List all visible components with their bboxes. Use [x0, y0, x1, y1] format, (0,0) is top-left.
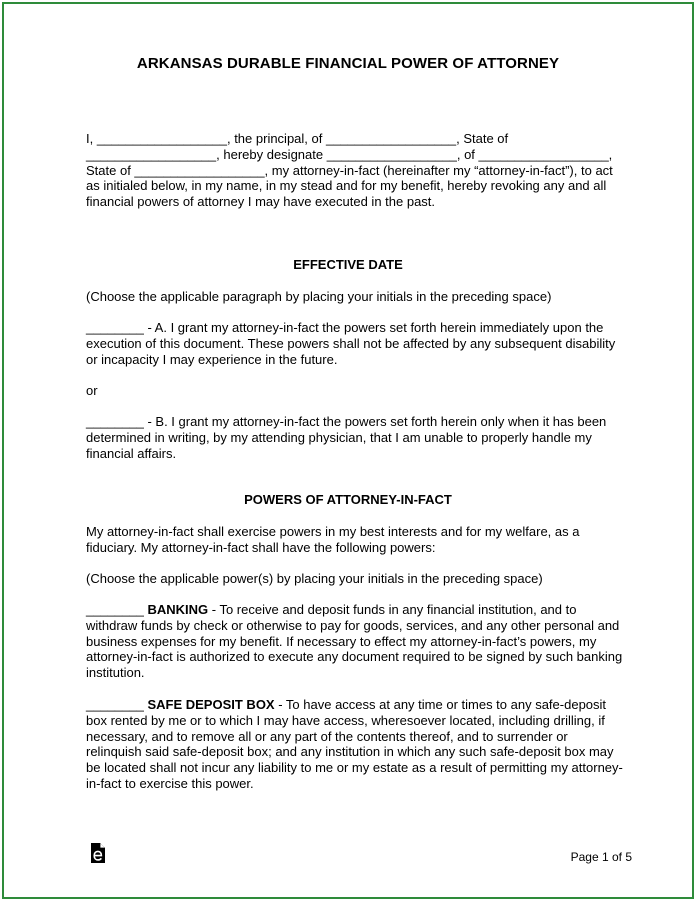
effective-date-heading: EFFECTIVE DATE — [293, 257, 403, 272]
banking-initials-blank: ________ — [86, 602, 144, 617]
document-page — [2, 2, 694, 899]
banking-text: - To receive and deposit funds in any financial institution, and to withdraw funds by check or otherwise to pay for goods, services, and any other personal and business expenses for my benefit. If necessary to effect my attorney-in-fact’s powers, my attorney-in-fact is authorized to execute any document required to be signed by such banking institution. — [86, 602, 623, 681]
eforms-logo-icon — [90, 842, 106, 864]
banking-power — [86, 602, 626, 681]
intro-paragraph: I, __________________, the principal, of __________________, State of __________________, hereby designate __________________, of __________________, State of __________________, my attorney-in-fact (hereinafter my “attorney-in-fact”), to act as initialed below, in my name, in my stead and for my benefit, hereby revoking any and all financial powers of attorney I may have executed in the past. — [86, 131, 613, 210]
powers-heading: POWERS OF ATTORNEY-IN-FACT — [244, 492, 452, 507]
effective-date-option-b: ________ - B. I grant my attorney-in-fact the powers set forth herein only when it has been determined in writing, by my attending physician, that I am unable to properly handle my financial affairs. — [86, 414, 607, 461]
effective-date-option-a: ________ - A. I grant my attorney-in-fact the powers set forth herein immediately upon the execution of this document. These powers shall not be affected by any subsequent disability or incapacity I may experience in the future. — [86, 320, 616, 367]
effective-date-instruction: (Choose the applicable paragraph by placing your initials in the preceding space) — [86, 289, 552, 304]
effective-date-or: or — [86, 383, 98, 398]
powers-intro: My attorney-in-fact shall exercise powers in my best interests and for my welfare, as a fiduciary. My attorney-in-fact shall have the following powers: — [86, 524, 580, 555]
safe-deposit-initials-blank: ________ — [86, 697, 144, 712]
document-title: ARKANSAS DURABLE FINANCIAL POWER OF ATTORNEY — [136, 55, 560, 72]
safe-deposit-power — [86, 697, 626, 792]
page-number: Page 1 of 5 — [570, 850, 632, 864]
powers-instruction: (Choose the applicable power(s) by placing your initials in the preceding space) — [86, 571, 543, 586]
safe-deposit-label: SAFE DEPOSIT BOX — [147, 697, 275, 712]
safe-deposit-text: - To have access at any time or times to any safe-deposit box rented by me or to which I may have access, wheresoever located, including drilling, if necessary, and to remove all or any part of the contents thereof, and to surrender or relinquish said safe-deposit box; and any institution in which any such safe-deposit box may be located shall not incur any liability to me or my estate as a result of permitting my attorney-in-fact to exercise this power. — [86, 697, 623, 791]
banking-label: BANKING — [147, 602, 209, 617]
